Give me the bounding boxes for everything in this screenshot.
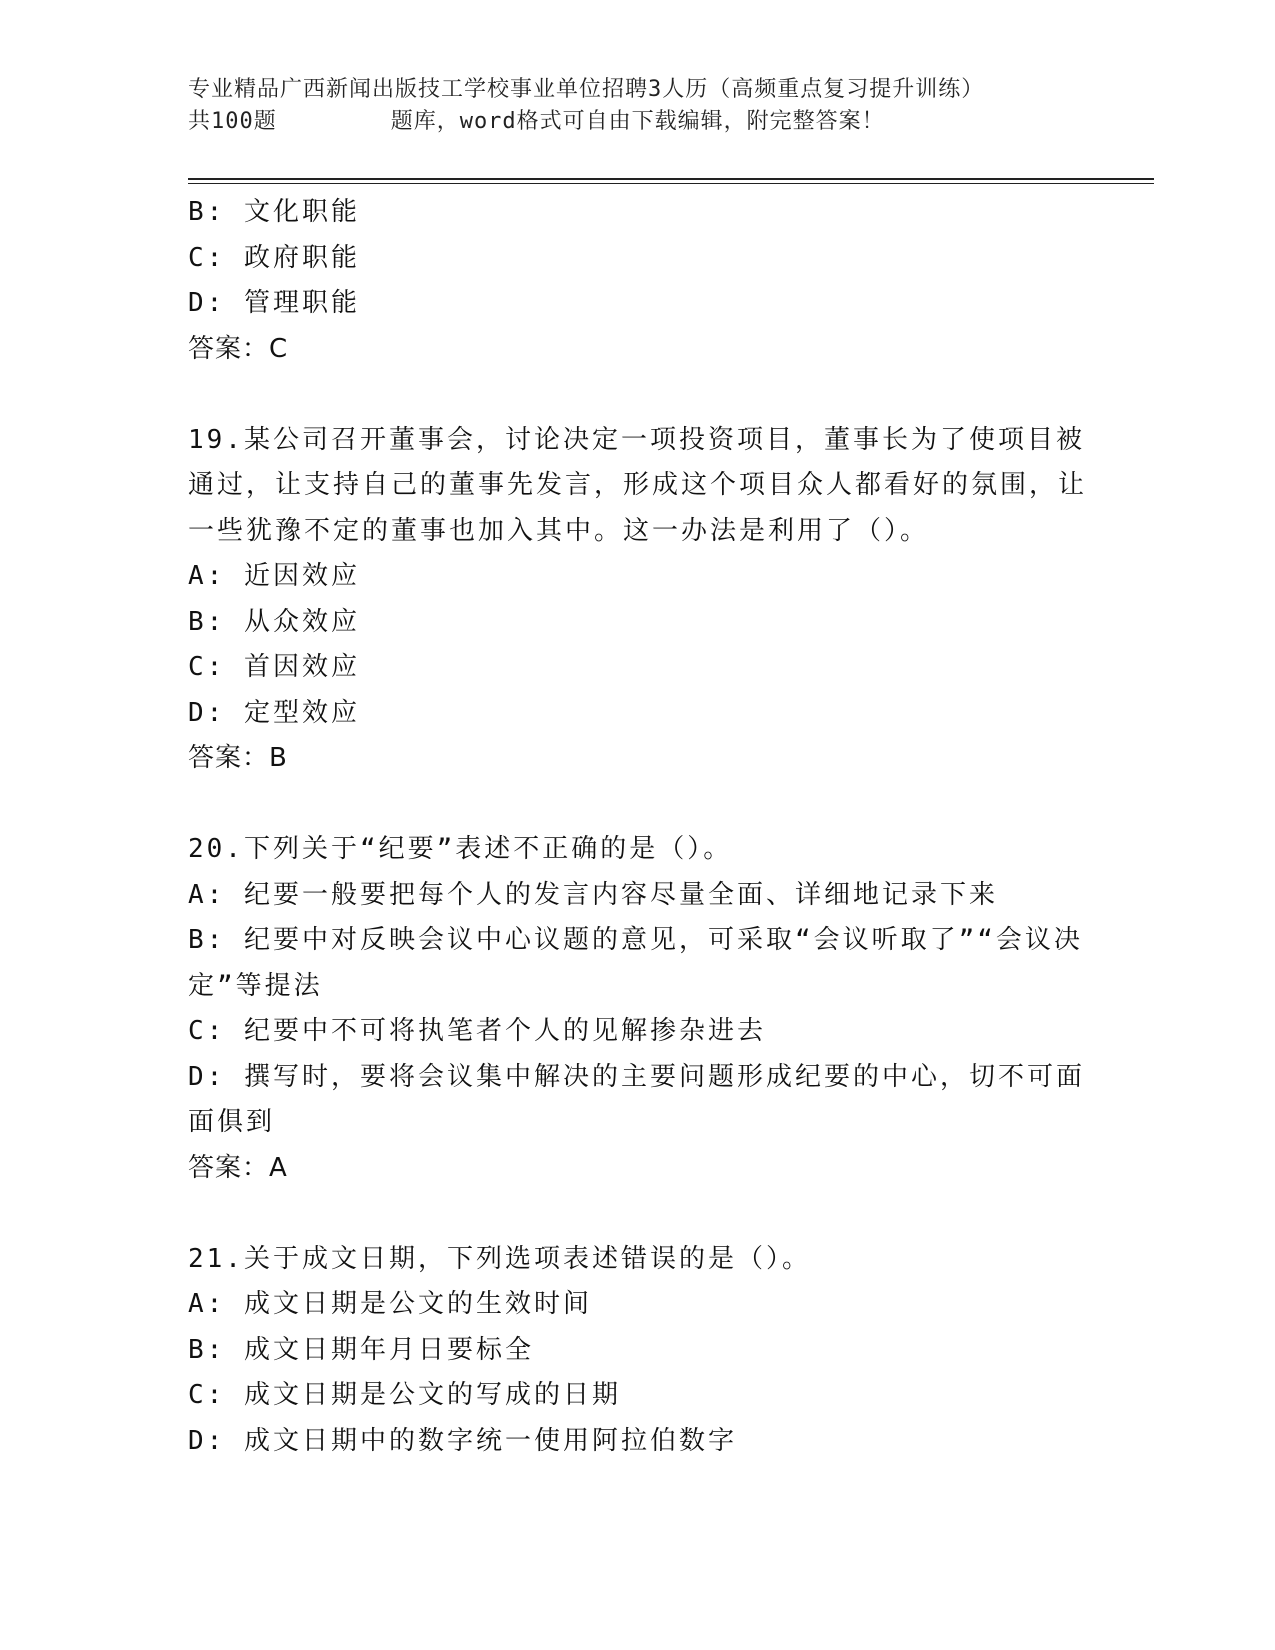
option-d: D: 成文日期中的数字统一使用阿拉伯数字 xyxy=(188,1425,737,1456)
header-rule-thin xyxy=(188,183,1154,184)
option-c: C: 政府职能 xyxy=(188,242,360,273)
option-d: D: 定型效应 xyxy=(188,697,360,728)
page-header xyxy=(188,74,1148,138)
option-a: A: 成文日期是公文的生效时间 xyxy=(188,1289,592,1319)
option-d: D: 管理职能 xyxy=(188,288,360,318)
spacer xyxy=(188,782,1088,828)
option-b: B: 文化职能 xyxy=(188,197,360,227)
question-stem: 21.关于成文日期，下列选项表述错误的是（）。 xyxy=(188,1243,811,1274)
answer: 答案：A xyxy=(188,1152,288,1183)
question-21 xyxy=(188,1237,1088,1465)
document-body xyxy=(188,190,1088,1464)
spacer xyxy=(188,1191,1088,1237)
answer: 答案：B xyxy=(188,743,288,773)
option-b: B: 从众效应 xyxy=(188,606,360,637)
answer: 答案：C xyxy=(188,333,289,364)
header-title-line1: 专业精品广西新闻出版技工学校事业单位招聘3人历（高频重点复习提升训练） xyxy=(188,77,985,102)
option-b: B: 纪要中对反映会议中心议题的意见，可采取“会议听取了”“会议决定”等提法 xyxy=(188,925,1083,1001)
option-b: B: 成文日期年月日要标全 xyxy=(188,1334,534,1365)
option-c: C: 纪要中不可将执笔者个人的见解掺杂进去 xyxy=(188,1016,766,1046)
question-stem: 20.下列关于“纪要”表述不正确的是（）。 xyxy=(188,834,733,864)
question-20 xyxy=(188,827,1088,1191)
option-a: A: 近因效应 xyxy=(188,561,360,591)
option-d: D: 撰写时，要将会议集中解决的主要问题形成纪要的中心，切不可面面俱到 xyxy=(188,1061,1085,1137)
header-title-line2: 共100题 题库，word格式可自由下载编辑，附完整答案！ xyxy=(188,109,885,134)
option-c: C: 成文日期是公文的写成的日期 xyxy=(188,1380,621,1410)
question-18-continued xyxy=(188,190,1088,372)
spacer xyxy=(188,372,1088,418)
option-a: A: 纪要一般要把每个人的发言内容尽量全面、详细地记录下来 xyxy=(188,879,998,910)
header-rule-thick xyxy=(188,178,1154,180)
question-stem: 19.某公司召开董事会，讨论决定一项投资项目，董事长为了使项目被通过，让支持自己的董事先发言，形成这个项目众人都看好的氛围，让一些犹豫不定的董事也加入其中。这一办法是利用了（）。 xyxy=(188,424,1088,546)
question-19 xyxy=(188,418,1088,782)
option-c: C: 首因效应 xyxy=(188,652,360,682)
